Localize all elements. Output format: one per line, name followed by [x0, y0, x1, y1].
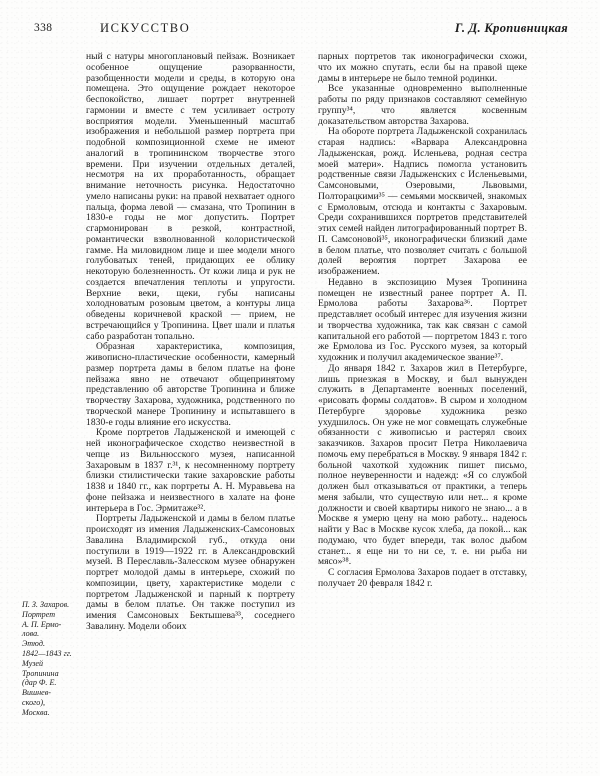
- caption-line: лова.: [22, 629, 40, 639]
- caption-line: Москва.: [22, 707, 50, 717]
- caption-line: Тропинина: [22, 668, 59, 678]
- right-text-column: [318, 52, 527, 590]
- page-number: 338: [34, 22, 53, 34]
- figure-caption: [22, 600, 80, 718]
- paragraph: ный с натуры многоплановый пейзаж. Возникает особенное ощущение разорванности, разобщенности модели и среды, в которую она помещена. Это ощущение рождает некоторое беспокойство, лишает портрет внутренней гармонии и вместе с тем усиливает остроту восприятия модели. Уменьшенный масштаб изображения и небольшой размер портрета при подобной композиционной схеме не имеют аналогий в тропининском творчестве этого времени. При изучении отдельных деталей, несмотря на их проработанность, обращает внимание неточность рисунка. Недостаточно умело написаны руки: на правой нехватает одного пальца, форма левой — смазана, что Тропинин в 1830-е годы не мог допустить. Портрет сгармонирован в резкой, контрастной, романтически взволнованной колористической гамме. На миловидном лице и шее модели много голубоватых теней, придающих ее облику некоторую болезненность. От кожи лица и рук не создается впечатления теплоты и упругости. Верхние веки, щеки, губы написаны холодноватым розовым цветом, а контуры лица обведены коричневой краской — прием, не встречающийся у Тропинина. Цвет шали и платья сабо разработан топально.: [86, 51, 295, 342]
- caption-line: Этюд.: [22, 639, 45, 649]
- running-title: ИСКУССТВО: [100, 21, 191, 35]
- paragraph: парных портретов так иконографически схожи, что их можно спутать, если бы на правой щеке дамы в интерьере не было темной родинки.: [318, 51, 527, 84]
- paragraph: На обороте портрета Ладыженской сохранилась старая надпись: «Варвара Александровна Ладыженская, рожд. Исленьева, родная сестра моей матери». Надпись помогла установить родственные связи Ладыженских с Исленьевыми, Самсоновыми, Озеровыми, Львовыми, Полторацкими³⁵ — семьями москвичей, знакомых с Ермоловым, отсюда и контакты с Захаровым. Среди сохранившихся портретов представителей этих семей найден литографированный портрет В. П. Самсоновой³⁵, иконографически близкий даме в белом платье, что позволяет считать с большой долей вероятия портрет Захарова ее изображением.: [318, 126, 527, 277]
- caption-line: Портрет: [22, 609, 56, 619]
- paragraph: Образная характеристика, композиция, живописно-пластические особенности, камерный размер портрета дамы в белом платье на фоне пейзажа явно не отвечают общепринятому представлению об авторстве Тропинина и ближе творчеству Захарова, художника, родственного по творческой манере Тропинину и испытавшего в 1830-е годы влияние его искусства.: [86, 341, 295, 428]
- paragraph: С согласия Ермолова Захаров подает в отставку, получает 20 февраля 1842 г.: [318, 567, 527, 589]
- running-head: [34, 21, 568, 39]
- running-author: Г. Д. Кропивницкая: [454, 21, 568, 35]
- paragraph: Все указанные одновременно выполненные работы по ряду признаков составляют семейную группу³⁴, что является косвенным доказательством авторства Захарова.: [318, 83, 527, 127]
- paragraph: Недавно в экспозицию Музея Тропинина помещен не известный ранее портрет А. П. Ермолова работы Захарова³⁶. Портрет представляет особый интерес для изучения жизни и творчества художника, так как связан с самой капитальной его работой — портретом 1843 г. того же Ермолова из Гос. Русского музея, за который художник и получил академическое звание³⁷.: [318, 276, 528, 363]
- caption-line: (дар Ф. Е.: [22, 678, 57, 688]
- caption-line: П. З. Захаров.: [22, 600, 70, 609]
- paragraph: Кроме портретов Ладыженской и имеющей с ней иконографическое сходство неизвестной в чепце из Вильнюсского музея, написанной Захаровым в 1837 г.³¹, к несомненному портрету близки стилистически такие захаровские работы 1838 и 1840 гг., как портреты А. Н. Муравьева на фоне пейзажа и неизвестного в халате на фоне интерьера в Гос. Эрмитаже³².: [86, 427, 295, 514]
- paragraph: Портреты Ладыженской и дамы в белом платье происходят из имения Ладыженских-Самсоновых Завалина Владимирской губ., откуда они поступили в 1919—1922 гг. в Александровский музей. В Переславль-Залесском музее обнаружен портрет молодой дамы в интерьере, схожий по композиции, цвету, характеристике модели с портретом Ладыженской и парный к портрету дамы в белом платье. Он также поступил из имения Самсоновых Бектышева³³, соседнего Завалину. Модели обоих: [86, 513, 295, 632]
- paragraph: До января 1842 г. Захаров жил в Петербурге, лишь приезжая в Москву, и был вынужден служить в Департаменте военных поселений, «рисовать формы солдатов». В сыром и холодном Петербурге здоровье художника резко ухудшилось. Он уже не мог совмещать служебные обязанности с живописью и растерял своих заказчиков. Захаров просит Петра Николаевича помочь ему перебраться в Москву. 9 января 1842 г. больной чахоткой художник пишет письмо, полное неуверенности и надежд: «Я со службой должен был отказываться от практики, а теперь меня забыли, что существую или нет... я кроме должности и своей квартиры никого не знаю... а в Москве я умерю цену на мою работу... надеюсь найти у Вас в Москве кусок хлеба, да покой... как подумаю, что будет впереди, так волос дыбом станет... я еще ни то ни се, т. е. ни рыба ни мясо»³⁸.: [318, 362, 527, 568]
- caption-line: А. П. Ермо-: [22, 619, 62, 629]
- caption-line: ского),: [22, 697, 46, 707]
- caption-line: Музей: [22, 658, 44, 668]
- caption-line: 1842—1843 гг.: [22, 648, 72, 658]
- left-text-column: [86, 52, 295, 633]
- caption-line: Вишнев-: [22, 688, 51, 698]
